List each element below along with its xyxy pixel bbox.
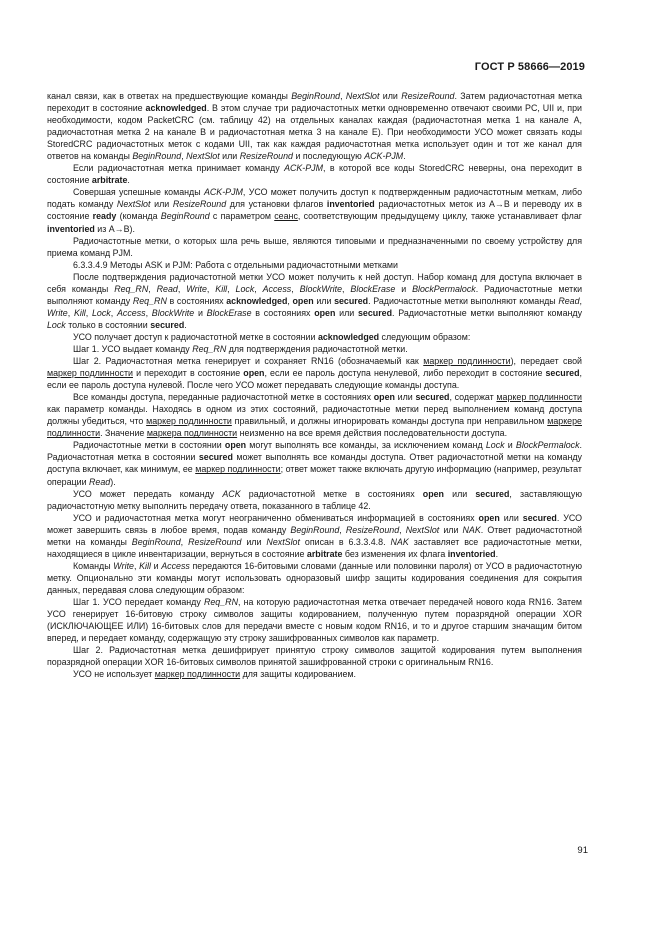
paragraph: Радиочастотные метки, о которых шла речь выше, являются типовыми и предназначенными по своему устройству для приема команд PJM. (47, 235, 582, 258)
paragraph: Шаг 2. Радиочастотная метка генерирует и сохраняет RN16 (обозначаемый как маркер подлинности), передает свой маркер подлинности и переходит в состояние open, если ее пароль доступа ненулевой, либо переходит в состояние secured, если ее пароль доступа нулевой. После чего УСО может передавать следующие команды доступа. (47, 356, 583, 391)
page-number: 91 (577, 845, 588, 856)
paragraph: УСО и радиочастотная метка могут неограниченно обмениваться информацией в состояниях open или secured. УСО может завершить связь в любое время, подав команду BeginRound, ResizeRound, NextSlot или NAK. Ответ радиочастотной метки на команды BeginRound, ResizeRound или NextSlot описан в 6.3.3.4.8. NAK заставляет все радиочастотные метки, находящиеся в цикле инвентаризации, вернуться в состояние arbitrate без изменения их флага inventoried. (47, 512, 583, 559)
document-id-header: ГОСТ Р 58666—2019 (474, 61, 585, 73)
paragraph: 6.3.3.4.9 Методы ASK и PJM: Работа с отдельными радиочастотными метками (73, 259, 398, 270)
paragraph: Совершая успешные команды ACK-PJM, УСО может получить доступ к подтвержденным радиочастотным меткам, либо подать команду NextSlot или ResizeRound для установки флагов inventoried радиочастотных меток из А→В и переводу их в состояние ready (команда BeginRound с параметром сеанс, соответствующим предыдущему циклу, также устанавливает флаг inventoried из А→В). (47, 187, 583, 234)
paragraph: Если радиочастотная метка принимает команду ACK-PJM, в которой все коды StoredCRC неверны, она переходит в состояние arbitrate. (47, 163, 582, 186)
paragraph: Все команды доступа, переданные радиочастотной метке в состояниях open или secured, содержат маркер подлинности как параметр команды. Находясь в одном из этих состояний, радиочастотные метки перед выполнением команд доступа должны убедиться, что маркер подлинности правильный, и должны игнорировать команды доступа при неправильном маркере подлинности. Значение маркера подлинности неизменно на все время действия последовательности доступа. (47, 392, 583, 439)
paragraph: канал связи, как в ответах на предшествующие команды BeginRound, NextSlot или ResizeRound. Затем радиочастотная метка переходит в состояние acknowledged. В этом случае три радиочастотных метки одновременно отвечают своими PC, UII и, при необходимости, кодом PacketCRC (см. таблицу 42) на отдельных каналах каждая (радиочастотная метка 1 на канале А, радиочастотная метка 2 на канале В и радиочастотная метка 3 на канале Е). При необходимости УСО может связать коды StoredCRC радиочастотных меток с кодами UII, так как каждая радиочастотная метка использует один и тот же канал для ответов на команды BeginRound, NextSlot или ResizeRound и последующую ACK-PJM. (47, 91, 582, 162)
paragraph: УСО получает доступ к радиочастотной метке в состоянии acknowledged следующим образом: (73, 331, 471, 342)
paragraph: Шаг 1. УСО передает команду Req_RN, на которую радиочастотная метка отвечает передачей нового кода RN16. Затем УСО генерирует 16-битовую строку символов защиты кодированием, полученную путем поразрядной операции XOR (ИСКЛЮЧАЮЩЕЕ ИЛИ) 16-битовых слов для передачи вместе с новым кодом RN16, и то и другое старшим значащим битом вперед, и передает команду, содержащую эту строку зашифрованных символов как параметр. (47, 596, 582, 644)
paragraph: УСО может передать команду ACK радиочастотной метке в состояниях open или secured, заставляющую радиочастотную метку выполнить передачу ответа, показанного в таблице 42. (47, 488, 582, 511)
paragraph: Шаг 2. Радиочастотная метка дешифрирует принятую строку символов защитой кодирования путем выполнения поразрядной операции XOR 16-битовых символов принятой зашифрованной строки с оригинальным RN16. (47, 645, 582, 668)
paragraph: Команды Write, Kill и Access передаются 16-битовыми словами (данные или половинки пароля) от УСО в радиочастотную метку. Опционально эти команды могут использовать одноразовый шифр защиты кодирования соединения для сокрытия данных, передавая слова следующим образом: (47, 560, 582, 595)
paragraph: После подтверждения радиочастотной метки УСО может получить к ней доступ. Набор команд для доступа включает в себя команды Req_RN, Read, Write, Kill, Lock, Access, BlockWrite, BlockErase и BlockPermalock. Радиочастотные метки выполняют команду Req_RN в состояниях acknowledged, open или secured. Радиочастотные метки выполняют команды Read, Write, Kill, Lock, Access, BlockWrite и BlockErase в состояниях open или secured. Радиочастотные метки выполняют команду Lock только в состоянии secured. (47, 271, 583, 330)
paragraph: Радиочастотные метки в состоянии open могут выполнять все команды, за исключением команд Lock и BlockPermalock. Радиочастотная метка в состоянии secured может выполнять все команды доступа. Ответ радиочастотной метки на команду доступа включает, как минимум, ее маркер подлинности; ответ может также включать другую информацию (например, результат операции Read). (47, 440, 582, 487)
paragraph: Шаг 1. УСО выдает команду Req_RN для подтверждения радиочастотной метки. (73, 343, 408, 354)
body-text (47, 90, 582, 680)
paragraph: УСО не использует маркер подлинности для защиты кодированием. (73, 669, 357, 680)
